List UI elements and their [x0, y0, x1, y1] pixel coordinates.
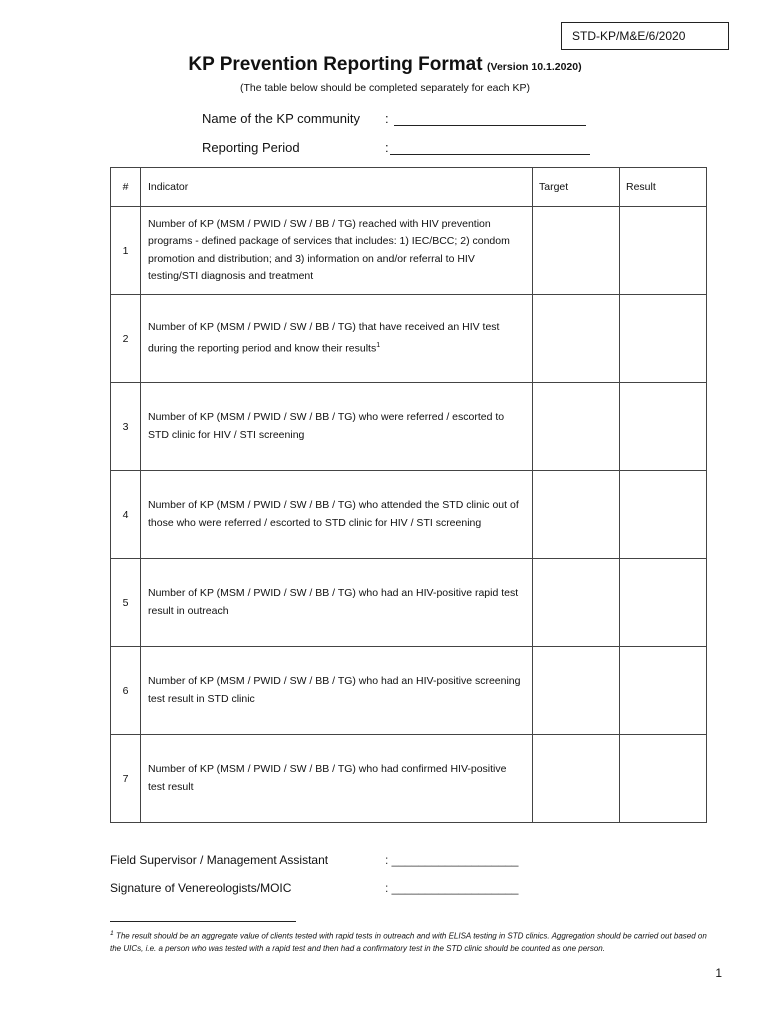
indicator-cell — [141, 471, 533, 559]
community-field — [202, 111, 602, 131]
result-cell[interactable] — [620, 207, 707, 295]
period-label: Reporting Period — [202, 140, 300, 155]
supervisor-label: Field Supervisor / Management Assistant — [110, 853, 329, 867]
table-row — [111, 471, 707, 559]
footnote-reference: 1 — [376, 341, 381, 349]
page-title — [0, 54, 770, 76]
row-number: 3 — [111, 383, 141, 471]
indicator-text: Number of KP (MSM / PWID / SW / BB / TG) who had an HIV-positive screening test result in STD clinic — [148, 675, 521, 705]
header-target: Target — [533, 168, 620, 207]
row-number: 4 — [111, 471, 141, 559]
header-number: # — [111, 168, 141, 207]
row-number: 5 — [111, 559, 141, 647]
row-number: 6 — [111, 647, 141, 735]
header-indicator: Indicator — [141, 168, 533, 207]
indicator-text: Number of KP (MSM / PWID / SW / BB / TG) who had confirmed HIV-positive test result — [148, 763, 507, 793]
target-cell[interactable] — [533, 383, 620, 471]
document-code-box — [561, 22, 729, 50]
community-colon: : — [385, 111, 389, 126]
indicator-text: Number of KP (MSM / PWID / SW / BB / TG) that have received an HIV test during the reporting period and know their results — [148, 321, 500, 355]
indicators-table — [110, 167, 707, 823]
community-input-line[interactable] — [394, 125, 586, 126]
indicator-text: Number of KP (MSM / PWID / SW / BB / TG) who attended the STD clinic out of those who were referred / escorted to STD clinic for HIV / STI screening — [148, 499, 519, 529]
table-row — [111, 295, 707, 383]
result-cell[interactable] — [620, 471, 707, 559]
result-cell[interactable] — [620, 559, 707, 647]
subtitle: (The table below should be completed separately for each KP) — [239, 82, 531, 94]
footnote-divider — [110, 921, 296, 922]
footnote-text: The result should be an aggregate value of clients tested with rapid tests in outreach and with ELISA testing in STD clinics. Aggregation should be carried out based on the UICs, i.e. a person who was tested with a rapid test and then had a confirmatory test in the STD clinic should be counted as one person. — [110, 931, 707, 953]
target-cell[interactable] — [533, 647, 620, 735]
indicator-cell — [141, 207, 533, 295]
table-row — [111, 735, 707, 823]
result-cell[interactable] — [620, 383, 707, 471]
indicator-cell — [141, 735, 533, 823]
moic-label: Signature of Venereologists/MOIC — [110, 881, 292, 895]
result-cell[interactable] — [620, 295, 707, 383]
result-cell[interactable] — [620, 647, 707, 735]
indicator-text: Number of KP (MSM / PWID / SW / BB / TG) reached with HIV prevention programs - defined package of services that includes: 1) IEC/BCC; 2) condom promotion and distribution; and 3) information on and/or referral to HIV testing/STI diagnosis and treatment — [148, 217, 510, 282]
indicator-cell — [141, 295, 533, 383]
target-cell[interactable] — [533, 207, 620, 295]
supervisor-field[interactable]: : ___________________ — [385, 853, 519, 867]
indicator-cell — [141, 647, 533, 735]
document-code: STD-KP/M&E/6/2020 — [572, 29, 686, 43]
community-label: Name of the KP community — [202, 111, 360, 126]
indicator-cell — [141, 559, 533, 647]
supervisor-signature-line — [110, 853, 519, 867]
period-field — [202, 140, 602, 160]
table-row — [111, 559, 707, 647]
header-result: Result — [620, 168, 707, 207]
footnote — [110, 928, 720, 955]
period-colon: : — [385, 140, 389, 155]
moic-signature-line — [110, 881, 519, 895]
moic-field[interactable]: : ___________________ — [385, 881, 519, 895]
indicator-cell — [141, 383, 533, 471]
table-header-row — [111, 168, 707, 207]
target-cell[interactable] — [533, 559, 620, 647]
target-cell[interactable] — [533, 295, 620, 383]
table-row — [111, 207, 707, 295]
title-text: KP Prevention Reporting Format — [188, 54, 483, 75]
indicator-text: Number of KP (MSM / PWID / SW / BB / TG) who had an HIV-positive rapid test result in outreach — [148, 587, 519, 617]
row-number: 1 — [111, 207, 141, 295]
row-number: 2 — [111, 295, 141, 383]
result-cell[interactable] — [620, 735, 707, 823]
page-number: 1 — [715, 966, 722, 980]
footnote-marker: 1 — [110, 930, 114, 937]
target-cell[interactable] — [533, 471, 620, 559]
version-text: (Version 10.1.2020) — [487, 61, 582, 73]
table-row — [111, 383, 707, 471]
indicator-text: Number of KP (MSM / PWID / SW / BB / TG) who were referred / escorted to STD clinic for HIV / STI screening — [148, 411, 505, 441]
target-cell[interactable] — [533, 735, 620, 823]
period-input-line[interactable] — [390, 154, 590, 155]
table-row — [111, 647, 707, 735]
row-number: 7 — [111, 735, 141, 823]
